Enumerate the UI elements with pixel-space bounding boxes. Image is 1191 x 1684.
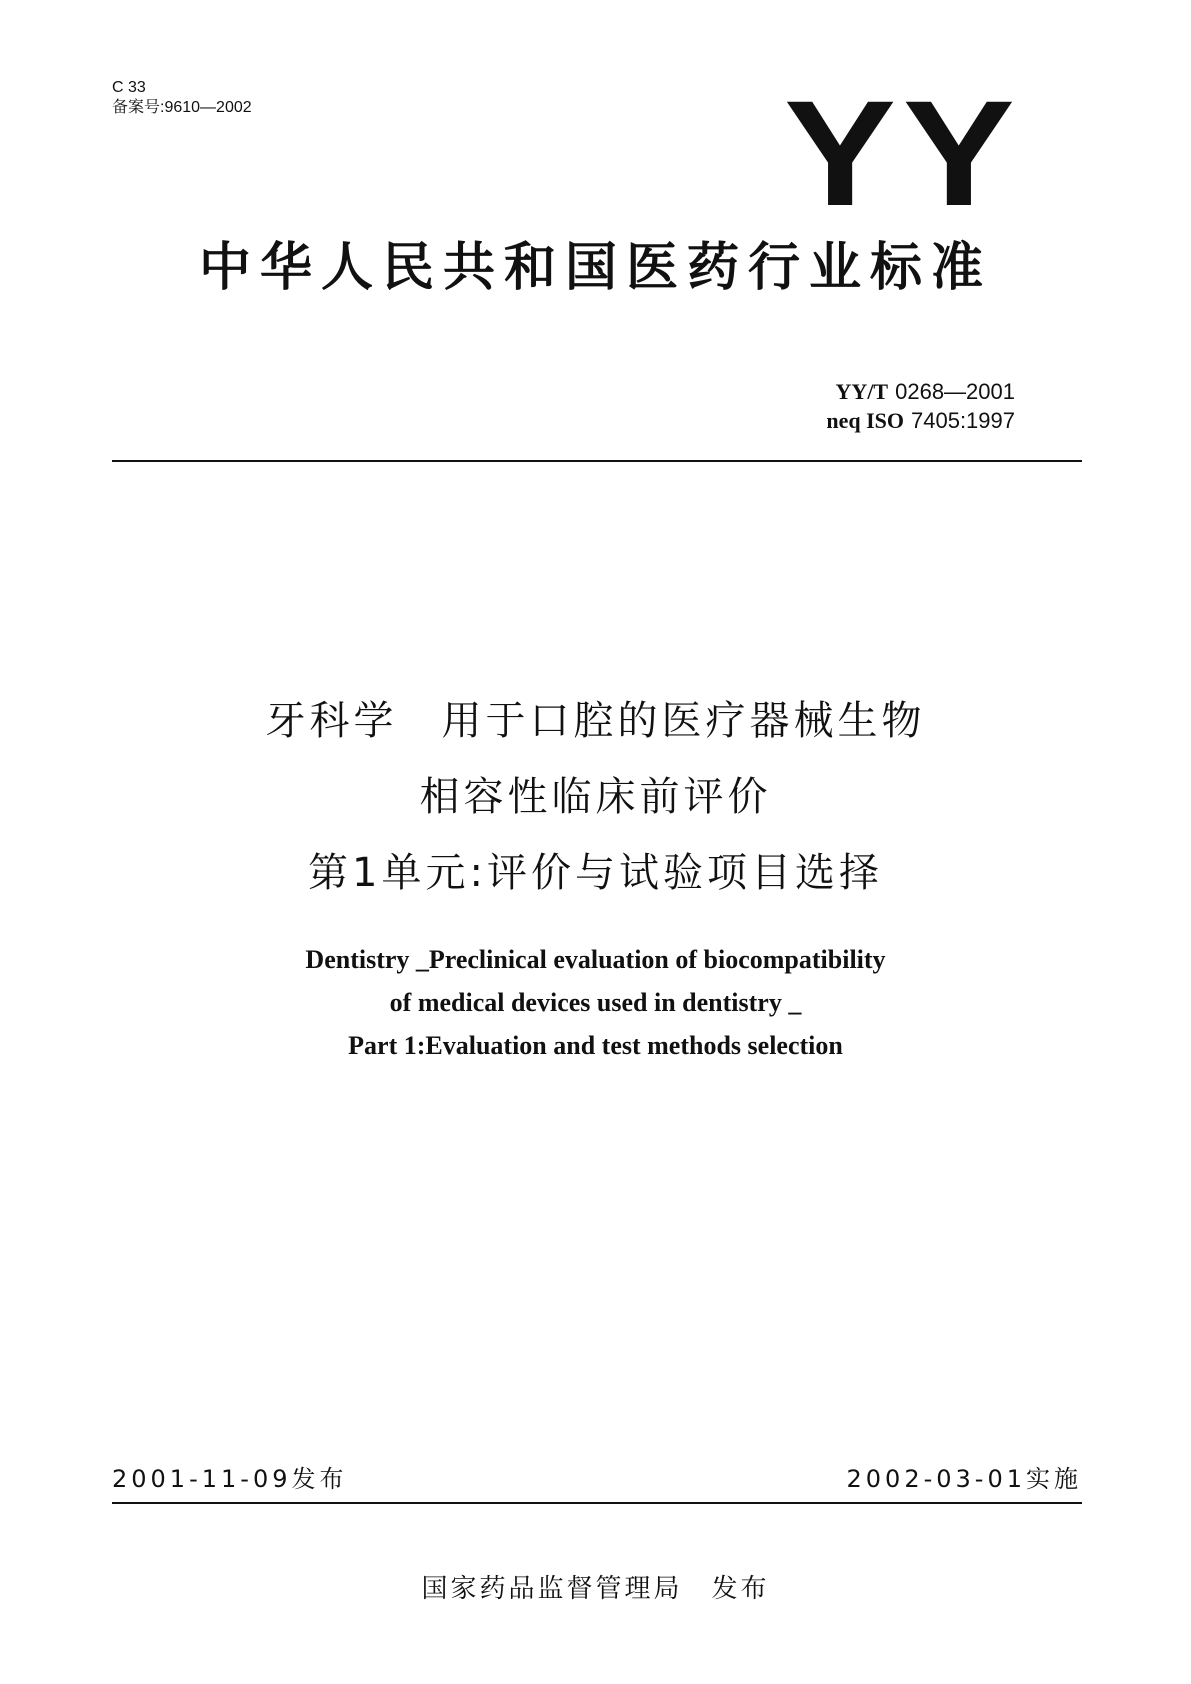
- standard-number-block: [826, 378, 1015, 436]
- equivalence-reference: [826, 407, 1015, 436]
- english-title-line-2: of medical devices used in dentistry _: [389, 988, 802, 1017]
- record-number: 备案号:9610—2002: [112, 99, 252, 116]
- equivalence-value: 7405:1997: [911, 408, 1015, 433]
- chinese-title: [0, 683, 1191, 911]
- standard-number-prefix: YY/T: [835, 379, 889, 404]
- footer-divider: [112, 1502, 1082, 1504]
- standard-logo: YY: [784, 69, 1022, 237]
- classification-block: [112, 78, 252, 118]
- chinese-title-line-2: 相容性临床前评价: [419, 774, 772, 820]
- classification-code: C 33: [112, 79, 146, 96]
- standard-number: [826, 378, 1015, 407]
- chinese-title-line-1: 牙科学 用于口腔的医疗器械生物: [265, 698, 926, 744]
- header-divider: [112, 460, 1082, 462]
- english-title: [0, 938, 1191, 1067]
- standard-number-value: 0268—2001: [895, 379, 1015, 404]
- english-title-line-1: Dentistry _Preclinical evaluation of biocompatibility: [305, 945, 886, 974]
- publisher: 国家药品监督管理局 发布: [421, 1574, 770, 1604]
- effective-date: 2002-03-01实施: [846, 1465, 1082, 1493]
- chinese-title-line-3: 第1单元:评价与试验项目选择: [308, 850, 883, 896]
- issuing-authority-heading: 中华人民共和国医药行业标准: [198, 238, 992, 298]
- issue-date: 2001-11-09发布: [112, 1465, 348, 1493]
- equivalence-prefix: neq ISO: [826, 408, 904, 433]
- english-title-line-3: Part 1:Evaluation and test methods selection: [348, 1031, 843, 1060]
